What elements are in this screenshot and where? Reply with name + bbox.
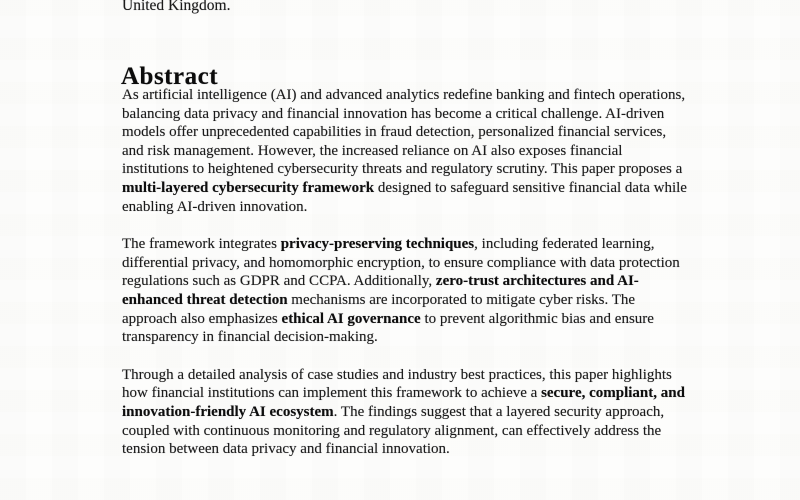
affiliation-line: United Kingdom. <box>122 0 231 14</box>
abstract-text-block <box>122 86 688 478</box>
abstract-section-heading: Abstract <box>121 62 219 90</box>
abstract-paragraph: Through a detailed analysis of case studies and industry best practices, this paper highlights how financial institutions can implement this framework to achieve a secure, compliant, and innovation-friendly AI ecosystem. The findings suggest that a layered security approach, coupled with continuous monitoring and regulatory alignment, can effectively address the tension between data privacy and financial innovation. <box>122 366 685 458</box>
abstract-paragraph: The framework integrates privacy-preserving techniques, including federated learning, differential privacy, and homomorphic encryption, to ensure compliance with data protection regulations such as GDPR and CCPA. Additionally, zero-trust architectures and AI-enhanced threat detection mechanisms are incorporated to mitigate cyber risks. The approach also emphasizes ethical AI governance to prevent algorithmic bias and ensure transparency in financial decision-making. <box>122 236 680 346</box>
abstract-paragraph: As artificial intelligence (AI) and advanced analytics redefine banking and fintech operations, balancing data privacy and financial innovation has become a critical challenge. AI-driven models offer unprecedented capabilities in fraud detection, personalized financial services, and risk management. However, the increased reliance on AI also exposes financial institutions to heightened cybersecurity threats and regulatory scrutiny. This paper proposes a multi-layered cybersecurity framework designed to safeguard sensitive financial data while enabling AI-driven innovation. <box>122 87 687 215</box>
